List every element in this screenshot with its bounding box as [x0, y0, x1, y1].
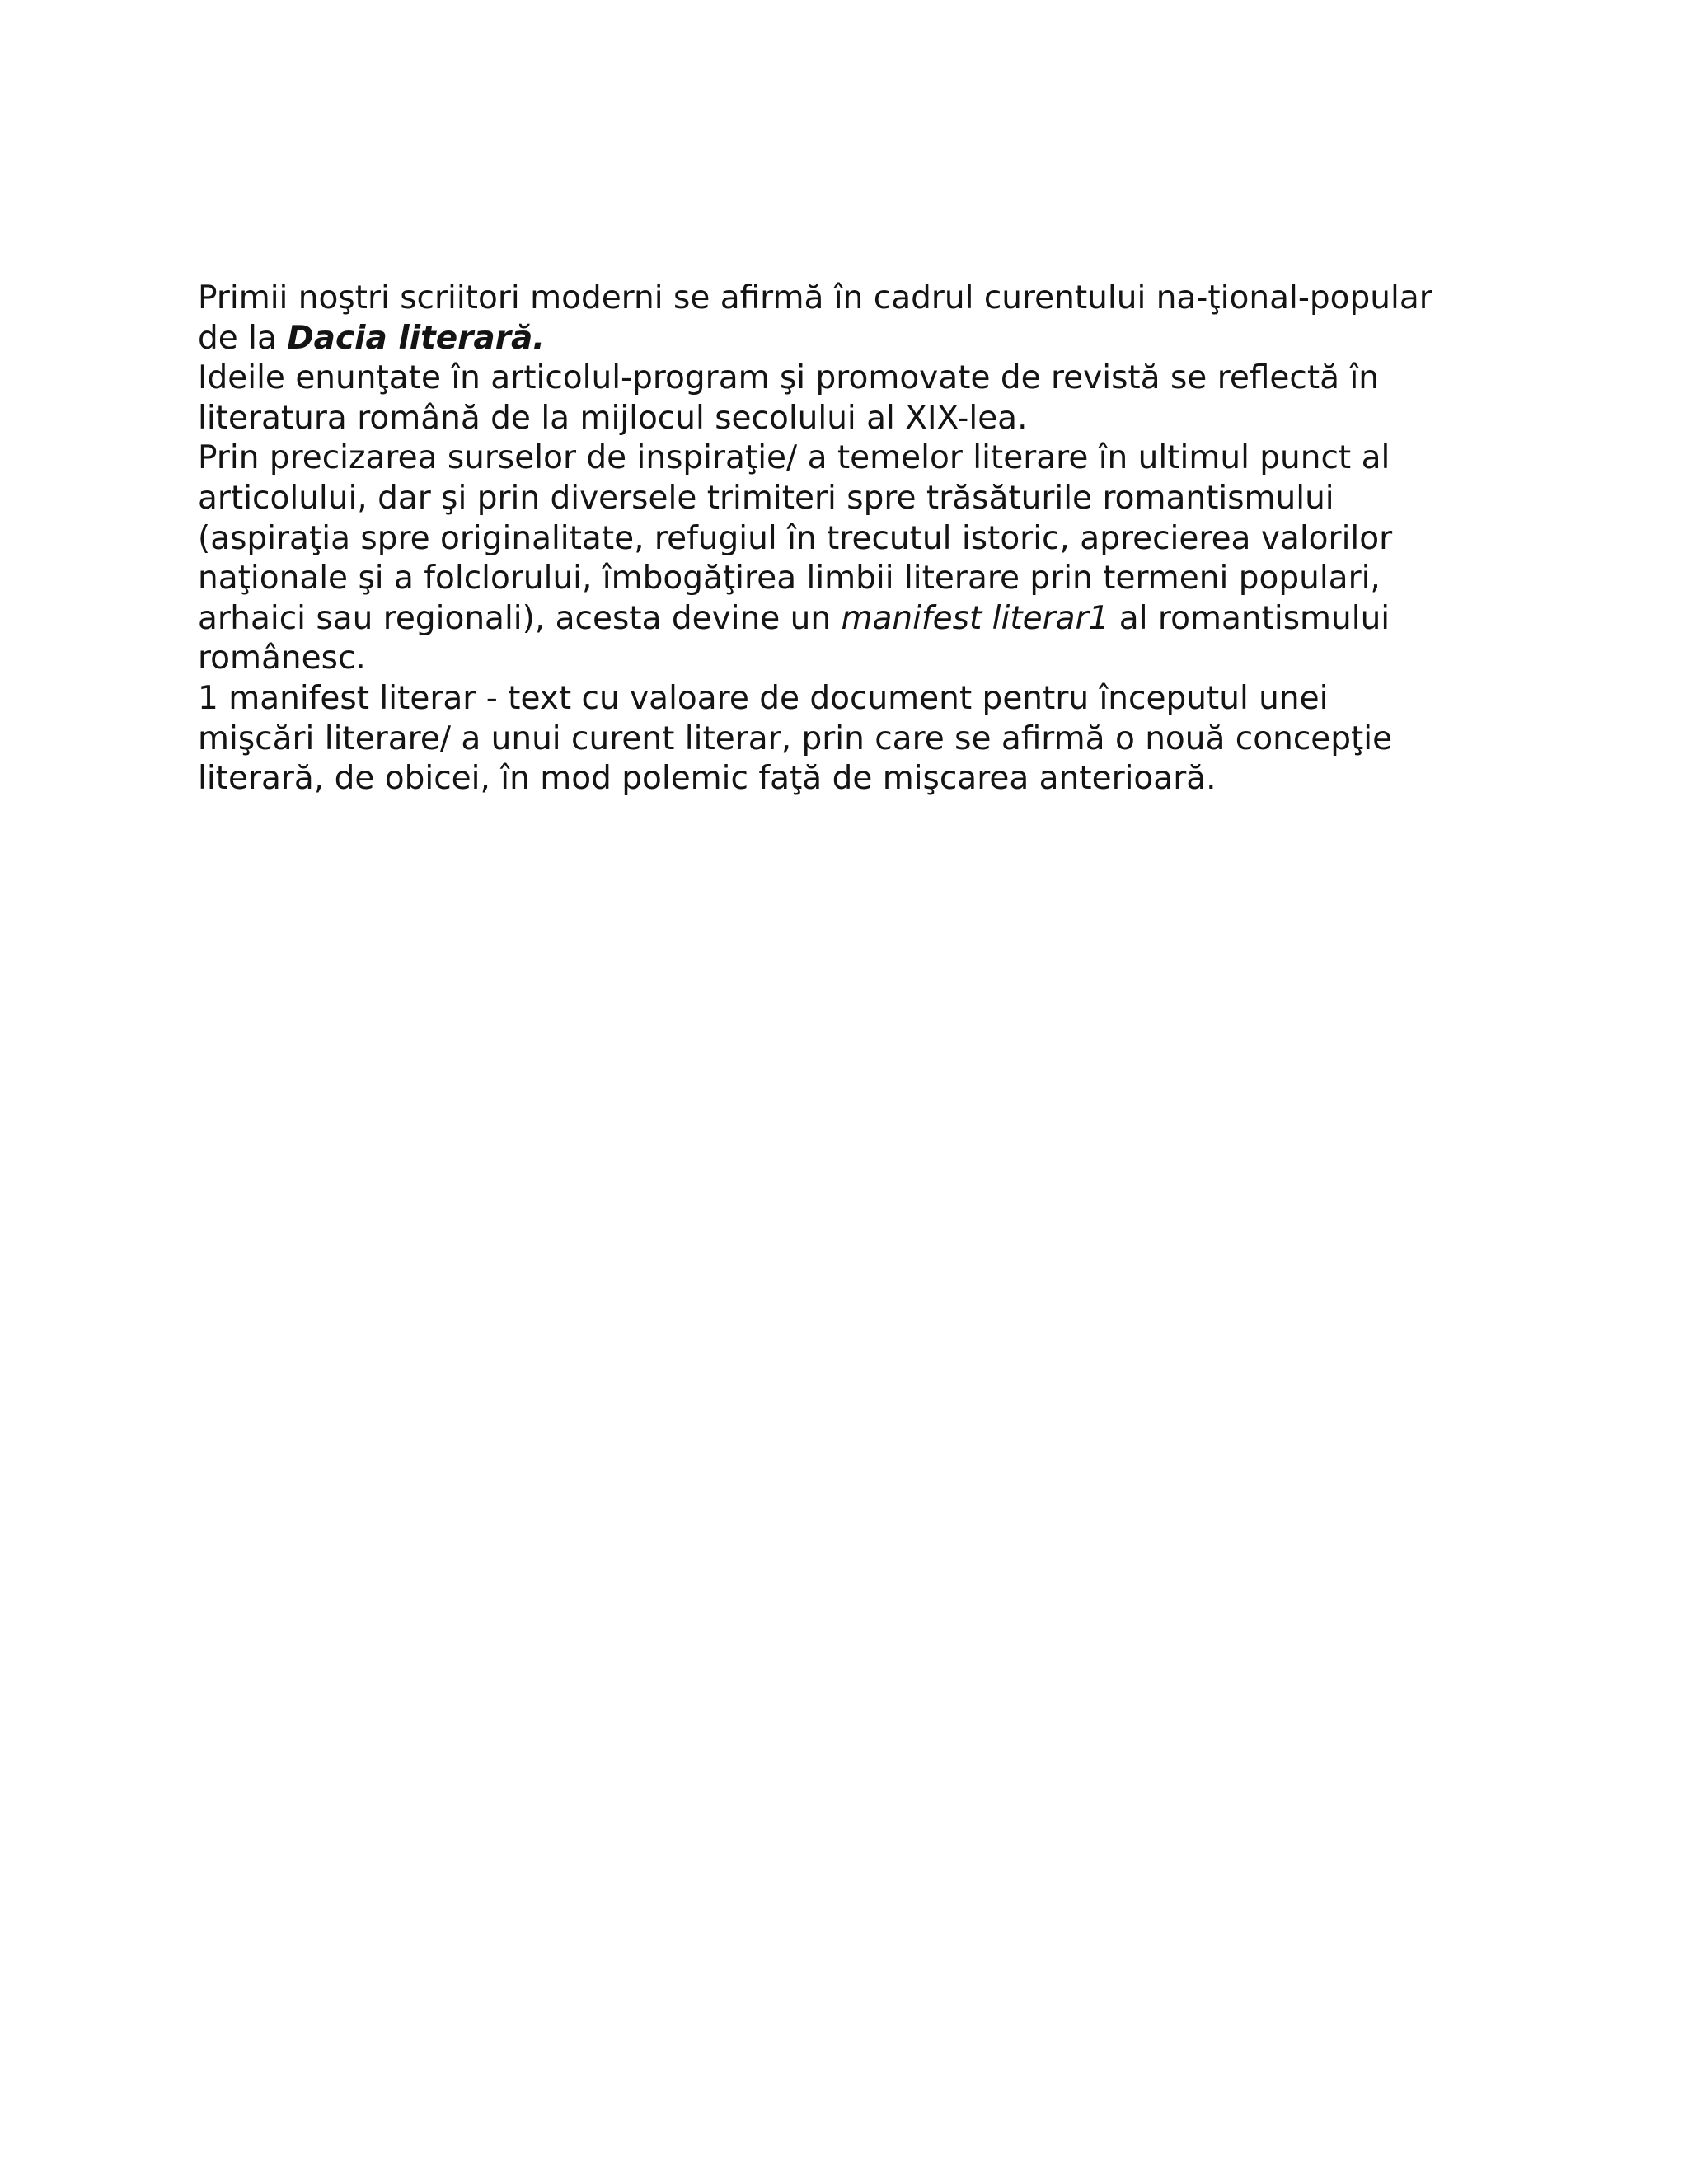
- paragraph-1-line-2: [198, 319, 1533, 359]
- paragraph-3-line-5: [198, 599, 1533, 640]
- paragraph-3-line-2: articolului, dar şi prin diversele trimiteri spre trăsăturile romantismului: [198, 479, 1334, 517]
- footnote-line-2: mişcări literare/ a unui curent literar, prin care se afirmă o nouă concepţie: [198, 719, 1393, 757]
- paragraph-3-line-5-suffix: al romantismului: [1109, 599, 1390, 637]
- paragraph-1-line-1: Primii noştri scriitori moderni se afirmă în cadrul curentului na-ţional-popular: [198, 279, 1432, 316]
- paragraph-3-line-1: Prin precizarea surselor de inspiraţie/ a temelor literare în ultimul punct al: [198, 439, 1390, 477]
- paragraph-3-line-6: românesc.: [198, 640, 366, 677]
- paragraph-1-line-2-prefix: de la: [198, 319, 288, 357]
- magazine-title: Dacia literară.: [287, 319, 546, 357]
- document-body: [198, 279, 1533, 799]
- manifest-literar-term: manifest literar1: [841, 599, 1109, 637]
- footnote-line-1: 1 manifest literar - text cu valoare de document pentru începutul unei: [198, 679, 1329, 717]
- paragraph-3-line-3: (aspiraţia spre originalitate, refugiul în trecutul istoric, aprecierea valorilor: [198, 519, 1393, 557]
- paragraph-2-line-2: literatura română de la mijlocul secolului al XIX-lea.: [198, 399, 1028, 437]
- paragraph-3-line-4: naţionale şi a folclorului, îmbogăţirea limbii literare prin termeni populari,: [198, 560, 1381, 598]
- footnote-line-3: literară, de obicei, în mod polemic faţă de mişcarea anterioară.: [198, 760, 1217, 798]
- paragraph-3-line-5-prefix: arhaici sau regionali), acesta devine un: [198, 599, 842, 637]
- paragraph-2-line-1: Ideile enunţate în articolul-program şi promovate de revistă se reflectă în: [198, 359, 1380, 397]
